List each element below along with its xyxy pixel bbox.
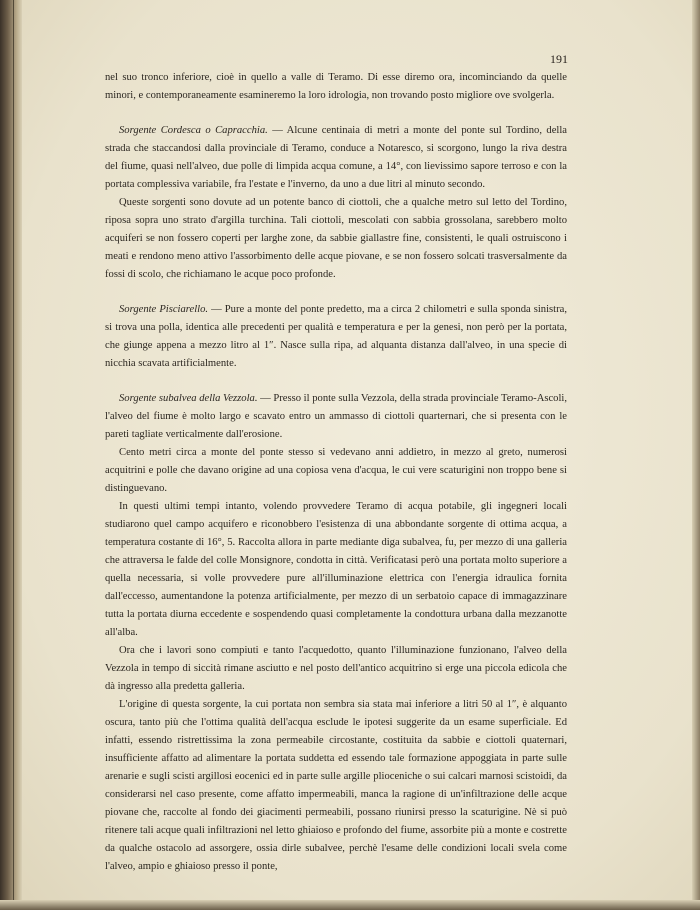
paragraph: In questi ultimi tempi intanto, volendo provvedere Teramo di acqua potabile, gli ingegneri locali studiarono quel campo acquifero e riconobbero l'esistenza di una abbondante sorgente di ottima acqua, a temperatura costante di 16°, 5. Raccolta allora in parte mediante diga subalvea, fu, per mezzo di una galleria che attraversa le falde del colle Monsignore, condotta in città. Verificatasi però una portata molto superiore a quella necessaria, si volle provvedere pure all'illuminazione elettrica con l'energia idraulica fornita dall'eccesso, aumentandone la potenza artificialmente, per mezzo di un serbatoio capace di immagazzinare tutta la portata diurna eccedente e sospendendo quasi completamente la condottura urbana dalla mezzanotte all'alba. bbox=[105, 501, 567, 638]
paragraph: Sorgente subalvea della Vezzola. — Presso il ponte sulla Vezzola, della strada provinciale Teramo-Ascoli, l'alveo del fiume è molto largo e scavato entro un ammasso di ciottoli quarternari, che si presenta con le pareti tagliate verticalmente dall'erosione. bbox=[105, 393, 568, 440]
paragraph: Sorgente Cordesca o Capracchia. — Alcune centinaia di metri a monte del ponte sul Tordino, della strada che staccandosi dalla provinciale di Teramo, conduce a Notaresco, si scorgono, lungo la riva destra del fiume, quasi nell'alveo, due polle di limpida acqua comune, a 14°, con lievissimo sapore terroso e con la portata complessiva variabile, fra l'estate e l'inverno, da uno a due litri al minuto secondo. bbox=[105, 125, 567, 190]
body-text bbox=[105, 0, 567, 876]
paragraph: Cento metri circa a monte del ponte stesso si vedevano anni addietro, in mezzo al greto, numerosi acquitrini e polle che davano origine ad una copiosa vena d'acqua, le cui vere scaturigini non troppo bene si distinguevano. bbox=[105, 447, 567, 494]
section-heading: Sorgente Pisciarello. bbox=[119, 304, 209, 315]
book-binding bbox=[0, 0, 22, 910]
paragraph: L'origine di questa sorgente, la cui portata non sembra sia stata mai inferiore a litri 50 al 1″, è alquanto oscura, tanto più che l'ottima qualità dell'acqua esclude le ipotesi suggerite da un esame superficiale. Ed infatti, essendo ristrettissima la zona permeabile circostante, costituita da sabbie e ciottoli quaternari, insufficiente affatto ad alimentare la portata suddetta ed essendo tale formazione appoggiata in parte sulle arenarie e sugli scisti argillosi eocenici ed in parte sulle argille plioceniche o sui calcari marnosi scistoidi, da considerarsi nel caso presente, come affatto impermeabili, manca la ragione di un'infiltrazione delle acque piovane che, raccolte al fondo dei giacimenti permeabili, possano riunirsi presso la scaturigine. Nè si può ritenere tali acque quali infiltrazioni nel letto ghiaioso e profondo del fiume, assorbite più a monte e costrette da qualche ostacolo ad assorgere, ossia dirle subalvee, perchè l'esame delle condizioni locali svela come l'alveo, ampio e ghiaioso presso il ponte, bbox=[105, 699, 567, 872]
paragraph: Queste sorgenti sono dovute ad un potente banco di ciottoli, che a qualche metro sul letto del Tordino, riposa sopra uno strato d'argilla turchina. Tali ciottoli, mescolati con sabbia grossolana, sarebbero molto acquiferi se non fossero coperti per larghe zone, da sabbie giallastre fine, consistenti, le quali ostruiscono i meati e rendono meno attivo l'assorbimento delle acque piovane, e se non fossero solcati trasversalmente da fossi di scolo, che richiamano le acque poco profonde. bbox=[105, 197, 567, 280]
paragraph: Ora che i lavori sono compiuti e tanto l'acquedotto, quanto l'illuminazione funzionano, l'alveo della Vezzola in tempo di siccità rimane asciutto e nel posto dell'antico acquitrino si erge una piccola edicola che dà ingresso alla predetta galleria. bbox=[105, 645, 567, 692]
page-edge-bottom bbox=[0, 900, 700, 910]
paragraph: Sorgente Pisciarello. — Pure a monte del ponte predetto, ma a circa 2 chilometri e sulla sponda sinistra, si trova una polla, identica alle precedenti per qualità e temperatura e per la genesi, non però per la portata, che giunge appena a mezzo litro al 1″. Nasce sulla ripa, ad alquanta distanza dall'alveo, in una specie di nicchia scavata artificialmente. bbox=[105, 304, 567, 369]
section-heading: Sorgente subalvea della Vezzola. bbox=[119, 393, 258, 404]
page-edge bbox=[692, 0, 700, 910]
section-heading: Sorgente Cordesca o Capracchia. bbox=[119, 125, 268, 136]
page-number: 191 bbox=[550, 52, 568, 66]
paragraph: nel suo tronco inferiore, cioè in quello a valle di Teramo. Di esse diremo ora, incominciando da quelle minori, e contemporaneamente esamineremo la loro idrologia, non trovando posto migliore ove svolgerla. bbox=[105, 72, 567, 101]
